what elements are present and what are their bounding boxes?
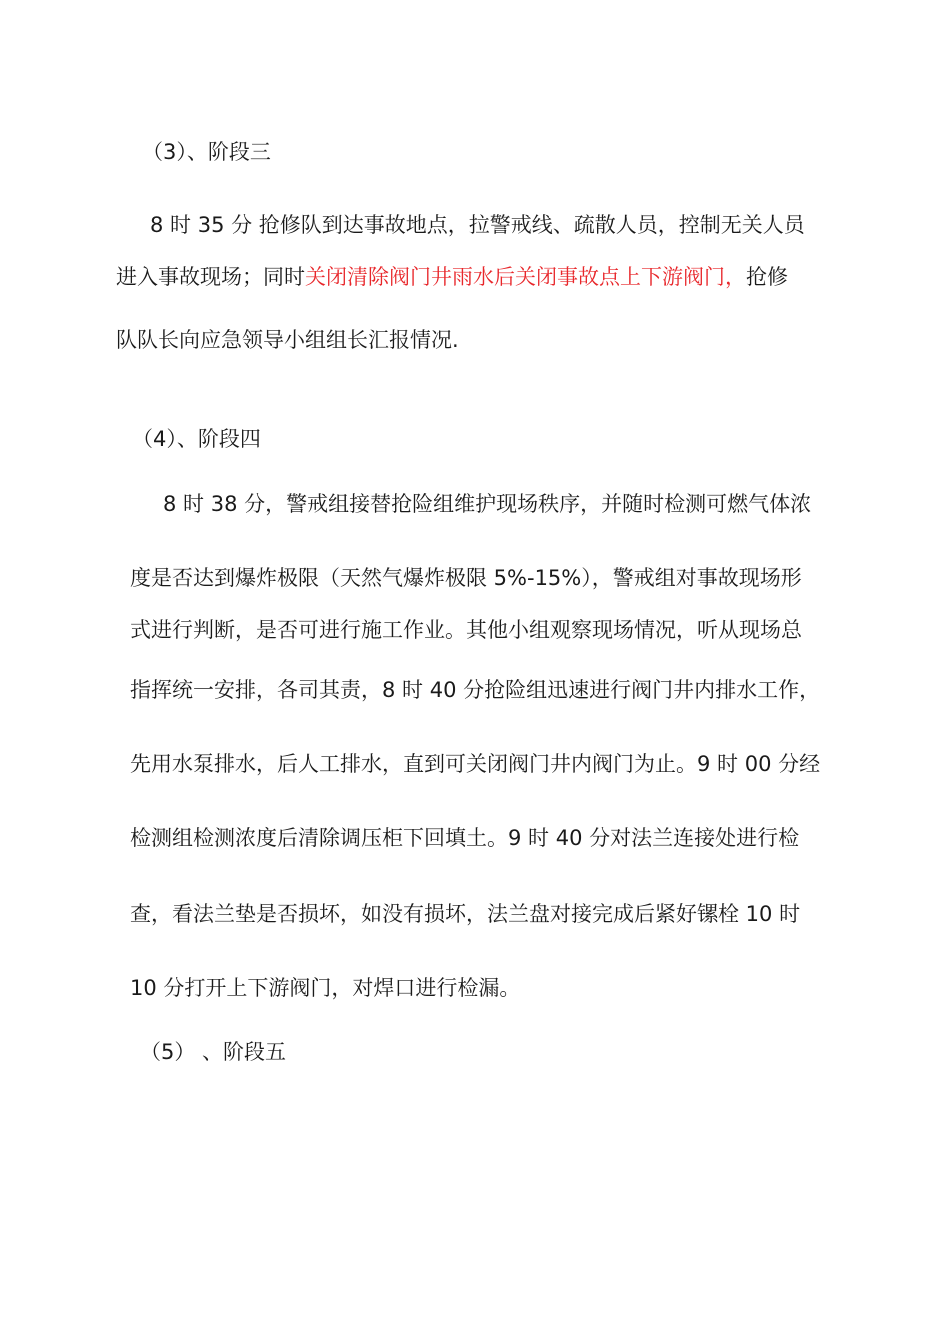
stage4-line-4: 指挥统一安排，各司其责，8 时 40 分抢险组迅速进行阀门井内排水工作， <box>130 678 821 702</box>
stage3-line-2-prefix: 进入事故现场；同时 <box>116 265 305 289</box>
stage4-line-8: 10 分打开上下游阀门，对焊口进行检漏。 <box>130 976 521 1000</box>
stage3-line-3: 队队长向应急领导小组组长汇报情况. <box>116 328 459 352</box>
stage3-highlight-text: 关闭清除阀门井雨水后关闭事故点上下游阀门， <box>305 265 746 289</box>
stage3-line-2-suffix: 抢修 <box>746 265 788 289</box>
stage4-line-7: 查，看法兰垫是否损坏，如没有损坏，法兰盘对接完成后紧好镙栓 10 时 <box>130 902 801 926</box>
stage5-heading: （5） 、阶段五 <box>140 1040 287 1064</box>
stage4-line-3: 式进行判断，是否可进行施工作业。其他小组观察现场情况，听从现场总 <box>130 618 802 642</box>
stage3-line-1: 8 时 35 分 抢修队到达事故地点，拉警戒线、疏散人员，控制无关人员 <box>150 213 805 237</box>
stage4-heading: （4）、阶段四 <box>132 427 261 451</box>
stage4-line-2: 度是否达到爆炸极限（天然气爆炸极限 5%-15%），警戒组对事故现场形 <box>130 566 802 590</box>
stage4-line-1: 8 时 38 分，警戒组接替抢险组维护现场秩序，并随时检测可燃气体浓 <box>163 492 812 516</box>
stage3-heading: （3）、阶段三 <box>142 140 271 164</box>
stage4-line-6: 检测组检测浓度后清除调压柜下回填土。9 时 40 分对法兰连接处进行检 <box>130 826 800 850</box>
stage4-line-5: 先用水泵排水，后人工排水，直到可关闭阀门井内阀门为止。9 时 00 分经 <box>130 752 821 776</box>
stage3-line-2 <box>116 264 788 290</box>
